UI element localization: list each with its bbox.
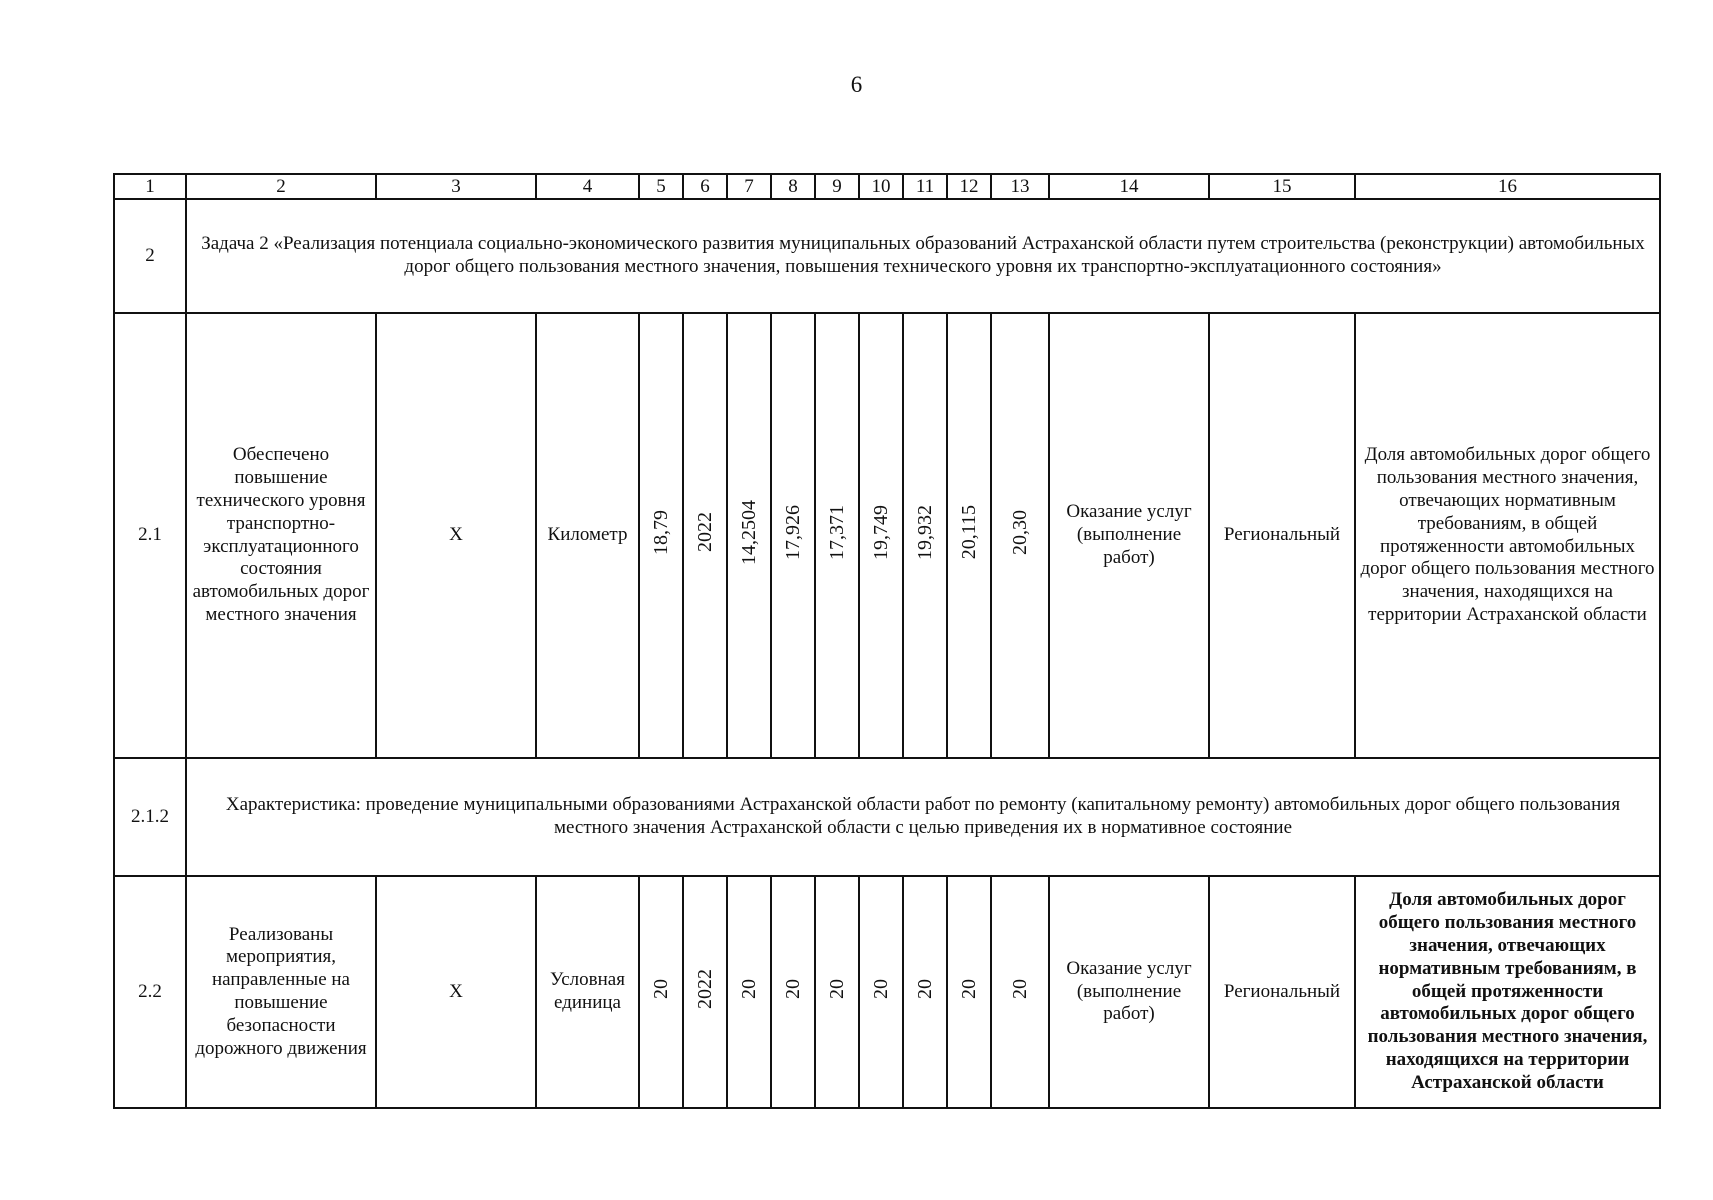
value-text: 20 <box>738 978 760 999</box>
value-cell <box>859 313 903 758</box>
value-cell <box>903 313 947 758</box>
value-text: 17,926 <box>782 504 804 560</box>
value-text: 20 <box>870 978 892 999</box>
mark-cell: X <box>376 313 536 758</box>
header-cell: 14 <box>1049 174 1209 199</box>
level-cell: Региональный <box>1209 313 1355 758</box>
mark-cell: X <box>376 876 536 1108</box>
value-text: 20 <box>826 978 848 999</box>
header-cell: 5 <box>639 174 683 199</box>
header-cell: 11 <box>903 174 947 199</box>
value-cell <box>859 876 903 1108</box>
characteristic-row <box>114 758 1660 876</box>
value-cell <box>727 313 771 758</box>
row-number: 2.2 <box>114 876 186 1108</box>
value-text: 2022 <box>694 968 716 1009</box>
header-cell: 8 <box>771 174 815 199</box>
value-cell <box>771 313 815 758</box>
program-table <box>113 173 1661 1109</box>
header-cell: 1 <box>114 174 186 199</box>
header-cell: 7 <box>727 174 771 199</box>
row-number: 2.1 <box>114 313 186 758</box>
value-cell <box>771 876 815 1108</box>
value-text: 19,749 <box>870 504 892 560</box>
header-cell: 3 <box>376 174 536 199</box>
value-text: 20 <box>650 978 672 999</box>
header-cell: 15 <box>1209 174 1355 199</box>
value-text: 20 <box>958 978 980 999</box>
table-row-2-1 <box>114 313 1660 758</box>
value-cell <box>991 313 1049 758</box>
value-text: 20,115 <box>958 504 980 560</box>
header-cell: 13 <box>991 174 1049 199</box>
unit-cell: Условная единица <box>536 876 639 1108</box>
value-cell <box>903 876 947 1108</box>
value-text: 2022 <box>694 512 716 553</box>
value-cell <box>727 876 771 1108</box>
page-number: 6 <box>850 72 863 97</box>
type-cell: Оказание услуг (выполнение работ) <box>1049 876 1209 1108</box>
value-cell <box>815 876 859 1108</box>
indicator-cell: Доля автомобильных дорог общего пользования местного значения, отвечающих нормативным требованиям, в общей протяженности автомобильных дорог общего пользования местного значения, находящихся на территории Астраханской области <box>1355 313 1660 758</box>
value-text: 20,30 <box>1009 509 1031 555</box>
value-cell <box>683 313 727 758</box>
task-text: Задача 2 «Реализация потенциала социально-экономического развития муниципальных образований Астраханской области путем строительства (реконструкции) автомобильных дорог общего пользования местного значения, повышения технического уровня их транспортно-эксплуатационного состояния» <box>186 199 1660 313</box>
value-cell <box>639 313 683 758</box>
value-text: 18,79 <box>650 509 672 555</box>
task-row <box>114 199 1660 313</box>
value-text: 20 <box>782 978 804 999</box>
indicator-cell: Доля автомобильных дорог общего пользования местного значения, отвечающих нормативным требованиям, в общей протяженности автомобильных дорог общего пользования местного значения, находящихся на территории Астраханской области <box>1355 876 1660 1108</box>
value-cell <box>639 876 683 1108</box>
header-cell: 4 <box>536 174 639 199</box>
type-cell: Оказание услуг (выполнение работ) <box>1049 313 1209 758</box>
task-number: 2 <box>114 199 186 313</box>
value-text: 20 <box>914 978 936 999</box>
unit-cell: Километр <box>536 313 639 758</box>
value-text: 14,2504 <box>738 499 760 565</box>
header-cell: 10 <box>859 174 903 199</box>
table-header-row <box>114 174 1660 199</box>
header-cell: 16 <box>1355 174 1660 199</box>
value-text: 17,371 <box>826 504 848 560</box>
value-cell <box>815 313 859 758</box>
value-text: 20 <box>1009 978 1031 999</box>
level-cell: Региональный <box>1209 876 1355 1108</box>
result-name: Реализованы мероприятия, направленные на повышение безопасности дорожного движения <box>186 876 376 1108</box>
characteristic-number: 2.1.2 <box>114 758 186 876</box>
value-cell <box>947 876 991 1108</box>
value-text: 19,932 <box>914 504 936 560</box>
header-cell: 12 <box>947 174 991 199</box>
characteristic-text: Характеристика: проведение муниципальными образованиями Астраханской области работ по ремонту (капитальному ремонту) автомобильных дорог общего пользования местного значения Астраханской области с целью приведения их в нормативное состояние <box>186 758 1660 876</box>
value-cell <box>683 876 727 1108</box>
header-cell: 2 <box>186 174 376 199</box>
table-row-2-2 <box>114 876 1660 1108</box>
header-cell: 9 <box>815 174 859 199</box>
result-name: Обеспечено повышение технического уровня транспортно-эксплуатационного состояния автомобильных дорог местного значения <box>186 313 376 758</box>
header-cell: 6 <box>683 174 727 199</box>
value-cell <box>991 876 1049 1108</box>
value-cell <box>947 313 991 758</box>
